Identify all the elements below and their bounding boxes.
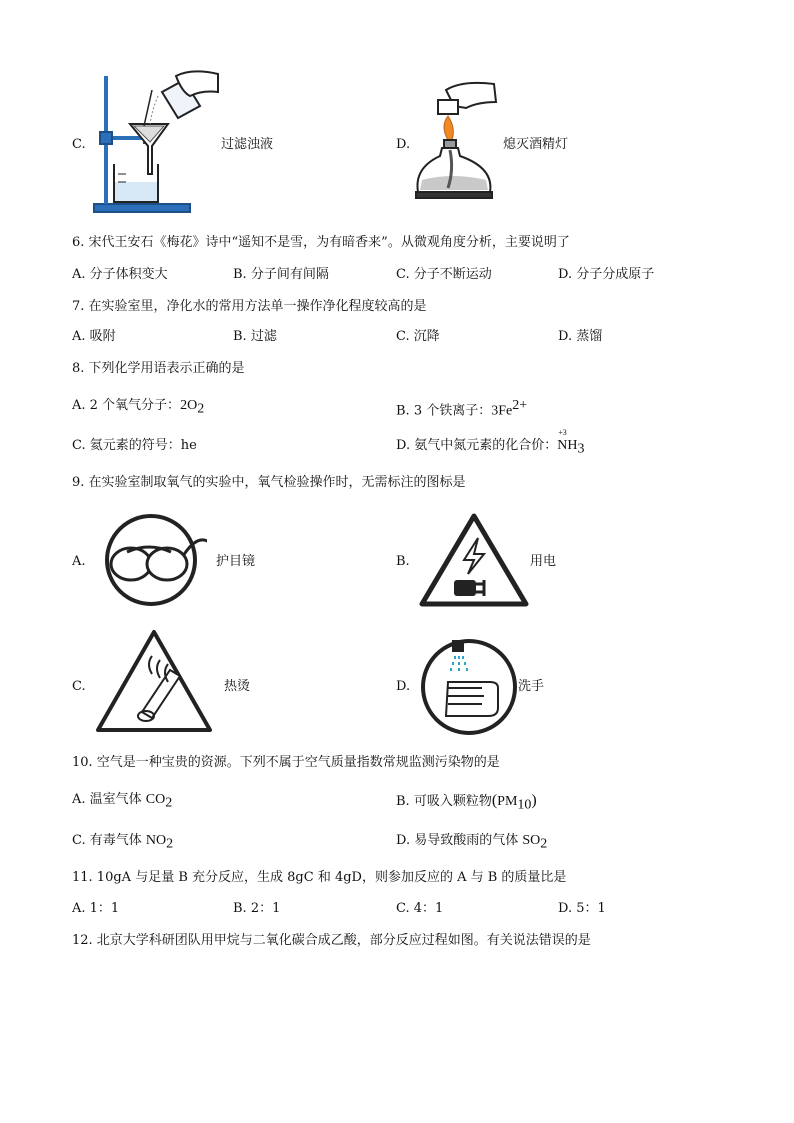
q5-option-c-label: C. bbox=[72, 137, 86, 152]
q5-option-c-text: 过滤浊液 bbox=[221, 137, 274, 152]
q9-option-c-text: 热烫 bbox=[224, 679, 251, 694]
q10-option-b-formula: PM bbox=[497, 794, 518, 809]
q7-option-d: D. 蒸馏 bbox=[558, 329, 603, 344]
q10-option-d-sub: 2 bbox=[540, 836, 548, 852]
hot-surface-sign-icon bbox=[94, 628, 214, 734]
q9-option-a-label: A. bbox=[72, 554, 86, 569]
q8-option-a bbox=[72, 399, 204, 417]
q7-stem: 7. 在实验室里，净化水的常用方法单一操作净化程度较高的是 bbox=[72, 299, 427, 314]
q8-option-d-text: D. 氨气中氮元素的化合价： bbox=[396, 438, 558, 453]
q10-option-b-text: B. 可吸入颗粒物 bbox=[396, 794, 492, 809]
q8-option-b-formula: 3Fe bbox=[491, 403, 513, 419]
q8-stem: 8. 下列化学用语表示正确的是 bbox=[72, 361, 245, 376]
q5-option-d-text: 熄灭酒精灯 bbox=[503, 137, 569, 152]
q10-option-a bbox=[72, 793, 172, 811]
filtration-apparatus-figure bbox=[92, 70, 220, 216]
q11-option-c: C. 4：1 bbox=[396, 901, 444, 916]
q6-option-c: C. 分子不断运动 bbox=[396, 267, 492, 282]
q7-option-b: B. 过滤 bbox=[233, 329, 277, 344]
q9-option-b-label: B. bbox=[396, 554, 410, 569]
q8-option-a-formula: 2O bbox=[180, 398, 198, 413]
q6-stem: 6. 宋代王安石《梅花》诗中“遥知不是雪，为有暗香来”。从微观角度分析，主要说明了 bbox=[72, 235, 570, 250]
q10-option-d-text: D. 易导致酸雨的气体 bbox=[396, 833, 523, 848]
q10-stem: 10. 空气是一种宝贵的资源。下列不属于空气质量指数常规监测污染物的是 bbox=[72, 755, 500, 770]
q6-option-d: D. 分子分成原子 bbox=[558, 267, 655, 282]
q6-option-b: B. 分子间有间隔 bbox=[233, 267, 329, 282]
q10-option-c bbox=[72, 834, 173, 852]
q9-option-d-text: 洗手 bbox=[518, 679, 545, 694]
q9-stem: 9. 在实验室制取氧气的实验中，氧气检验操作时，无需标注的图标是 bbox=[72, 475, 466, 490]
q7-option-a: A. 吸附 bbox=[72, 329, 116, 344]
q8-option-a-sub: 2 bbox=[197, 401, 205, 417]
q11-option-a: A. 1：1 bbox=[72, 901, 120, 916]
extinguish-alcohol-lamp-figure bbox=[412, 80, 506, 208]
q10-option-a-formula: CO bbox=[145, 792, 166, 807]
q10-option-d-formula: SO bbox=[522, 833, 541, 848]
q10-option-b-sub: 10 bbox=[517, 797, 532, 813]
goggles-sign-icon bbox=[97, 512, 207, 608]
q8-option-d bbox=[396, 428, 585, 457]
q8-option-d-sub: 3 bbox=[577, 441, 585, 457]
q8-option-d-valence: +3 bbox=[558, 428, 567, 437]
q10-option-c-sub: 2 bbox=[166, 836, 174, 852]
q8-option-a-text: A. 2 个氧气分子： bbox=[72, 398, 181, 413]
q10-option-b: B. 可吸入颗粒物$(PM_{10})$ bbox=[396, 792, 537, 813]
q10-option-c-text: C. 有毒气体 bbox=[72, 833, 146, 848]
q10-option-c-formula: NO bbox=[145, 833, 167, 848]
q12-stem: 12. 北京大学科研团队用甲烷与二氧化碳合成乙酸，部分反应过程如图。有关说法错误的是 bbox=[72, 933, 591, 948]
q9-option-c-label: C. bbox=[72, 679, 86, 694]
q10-option-a-sub: 2 bbox=[165, 795, 173, 811]
q11-option-b: B. 2：1 bbox=[233, 901, 281, 916]
q8-option-b-text: B. 3 个铁离子： bbox=[396, 403, 492, 419]
q10-option-a-text: A. 温室气体 bbox=[72, 792, 146, 807]
hand-washing-sign-icon bbox=[418, 636, 520, 738]
electricity-sign-icon bbox=[418, 512, 530, 608]
q8-option-b-sup: 2+ bbox=[512, 398, 528, 413]
q11-option-d: D. 5：1 bbox=[558, 901, 606, 916]
q8-option-b bbox=[396, 399, 527, 418]
q8-option-c: C. 氦元素的符号：he bbox=[72, 438, 197, 453]
q10-option-d bbox=[396, 834, 547, 852]
q9-option-b-text: 用电 bbox=[530, 554, 557, 569]
q5-option-d-label: D. bbox=[396, 137, 411, 152]
q9-option-a-text: 护目镜 bbox=[216, 554, 256, 569]
q6-option-a: A. 分子体积变大 bbox=[72, 267, 168, 282]
q11-stem: 11. 10gA 与足量 B 充分反应，生成 8gC 和 4gD，则参加反应的 A 与 B 的质量比是 bbox=[72, 870, 567, 885]
q7-option-c: C. 沉降 bbox=[396, 329, 440, 344]
q9-option-d-label: D. bbox=[396, 679, 411, 694]
q8-option-d-formula: NH bbox=[557, 438, 578, 453]
